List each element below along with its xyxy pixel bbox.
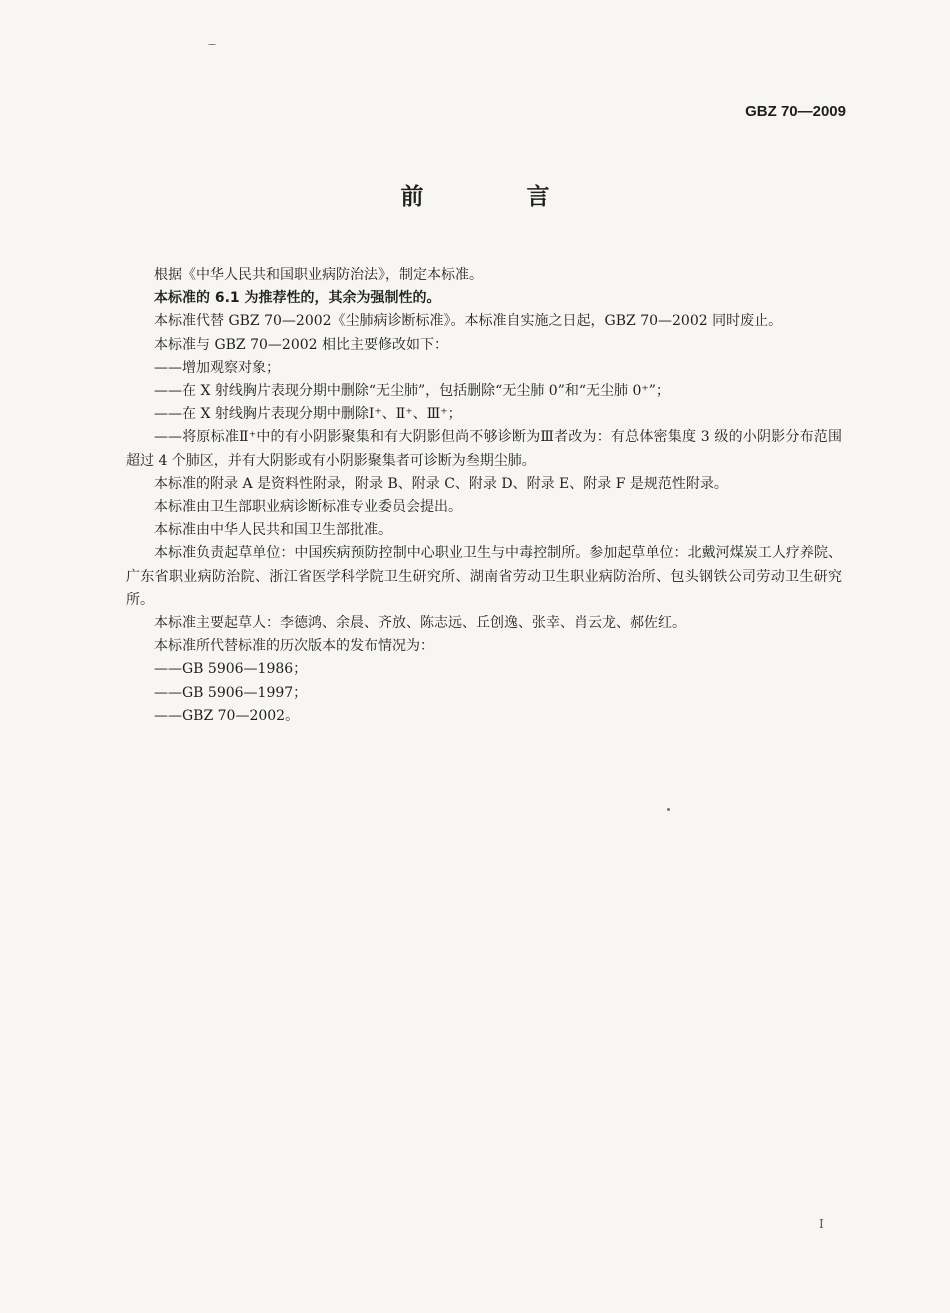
foreword-body	[126, 264, 842, 728]
page-number: I	[819, 1217, 824, 1231]
scan-speck	[208, 44, 216, 45]
paragraph-replacement: 本标准代替 GBZ 70—2002《尘肺病诊断标准》。本标准自实施之日起，GBZ 70—2002 同时废止。	[154, 313, 783, 330]
paragraph-changes-intro: 本标准与 GBZ 70—2002 相比主要修改如下：	[154, 336, 448, 353]
paragraph-drafting-units: 本标准负责起草单位：中国疾病预防控制中心职业卫生与中毒控制所。参加起草单位：北戴河煤炭工人疗养院、广东省职业病防治院、浙江省医学科学院卫生研究所、湖南省劳动卫生职业病防治所、包头钢铁公司劳动卫生研究所。	[126, 545, 842, 608]
standard-code: GBZ 70—2009	[745, 103, 846, 120]
paragraph-basis: 根据《中华人民共和国职业病防治法》，制定本标准。	[154, 267, 483, 283]
scan-speck	[667, 808, 670, 811]
list-item: ——GB 5906—1997；	[154, 684, 308, 701]
paragraph-proposed-by: 本标准由卫生部职业病诊断标准专业委员会提出。	[154, 499, 462, 516]
paragraph-recommendation: 本标准的 6.1 为推荐性的，其余为强制性的。	[154, 290, 441, 307]
list-item: ——GB 5906—1986；	[154, 661, 308, 678]
paragraph-drafters: 本标准主要起草人：李德鸿、余晨、齐放、陈志远、丘创逸、张幸、肖云龙、郝佐红。	[154, 615, 686, 632]
paragraph-approved-by: 本标准由中华人民共和国卫生部批准。	[154, 522, 392, 539]
page-title: 前 言	[400, 184, 590, 210]
list-item: ——增加观察对象；	[154, 359, 280, 376]
list-item: ——在 X 射线胸片表现分期中删除Ⅰ⁺、Ⅱ⁺、Ⅲ⁺；	[154, 406, 462, 423]
list-item: ——GBZ 70—2002。	[154, 707, 300, 724]
paragraph-appendix: 本标准的附录 A 是资料性附录，附录 B、附录 C、附录 D、附录 E、附录 F 是规范性附录。	[154, 475, 728, 492]
list-item: ——在 X 射线胸片表现分期中删除“无尘肺”，包括删除“无尘肺 0”和“无尘肺 0⁺”；	[154, 383, 670, 400]
paragraph-history-intro: 本标准所代替标准的历次版本的发布情况为：	[154, 638, 434, 655]
list-item: ——将原标准Ⅱ⁺中的有小阴影聚集和有大阴影但尚不够诊断为Ⅲ者改为：有总体密集度 3 级的小阴影分布范围超过 4 个肺区，并有大阴影或有小阴影聚集者可诊断为叁期尘肺。	[126, 429, 842, 469]
